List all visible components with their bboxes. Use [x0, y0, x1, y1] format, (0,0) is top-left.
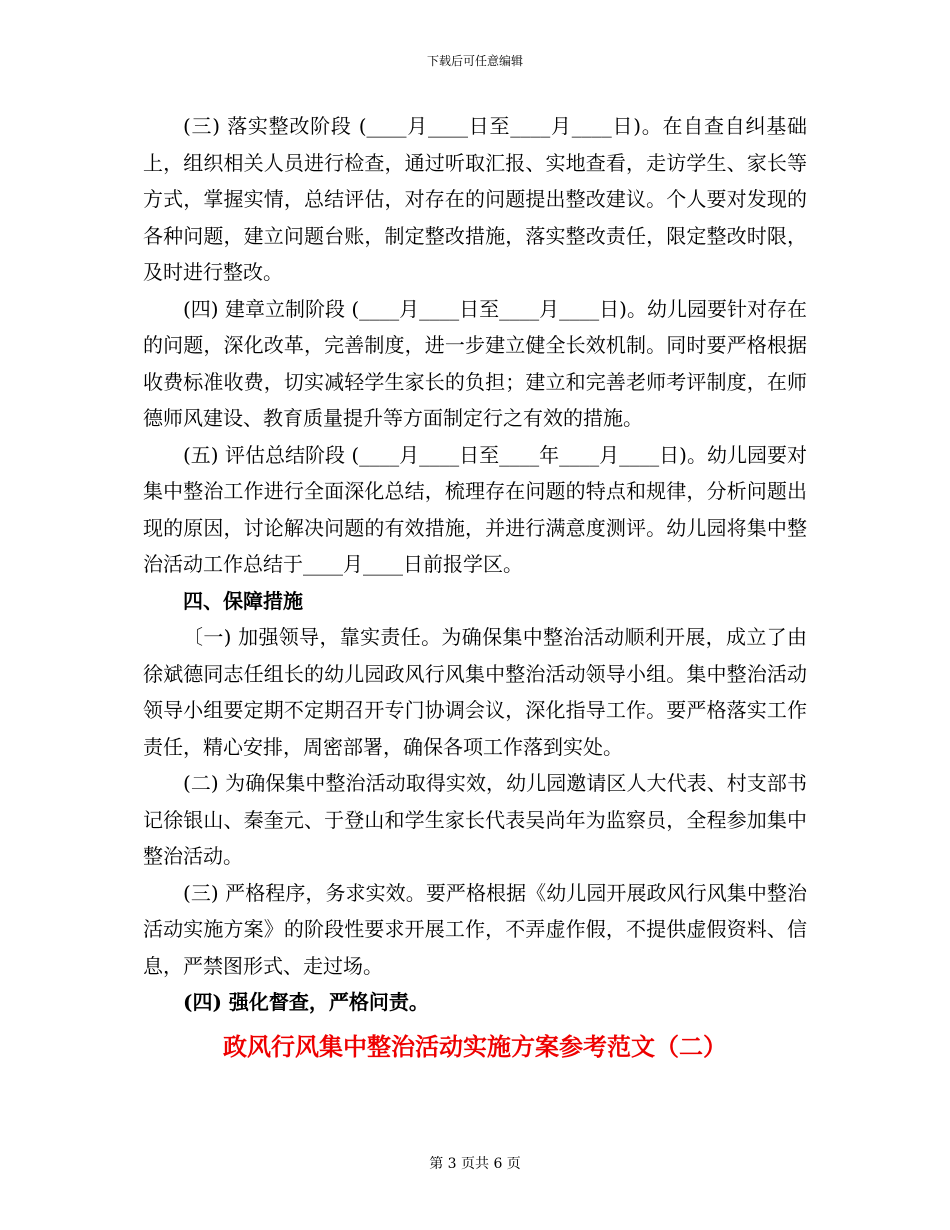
paragraph-supervisors: (二) 为确保集中整治活动取得实效，幼儿园邀请区人大代表、村支部书记徐银山、秦奎元、于登山和学生家长代表吴尚年为监察员，全程参加集中整治活动。 [143, 771, 807, 868]
paragraph-implementation-stage: (三) 落实整改阶段 (____月____日至____月____日)。在自查自纠基础上，组织相关人员进行检查，通过听取汇报、实地查看，走访学生、家长等方式，掌握实情，总结评估，对存在的问题提出整改建议。个人要对发现的各种问题，建立问题台账，制定整改措施，落实整改责任，限定整改时限，及时进行整改。 [143, 114, 807, 284]
paragraph-procedure: (三) 严格程序，务求实效。要严格根据《幼儿园开展政风行风集中整治活动实施方案》的阶段性要求开展工作，不弄虚作假，不提供虚假资料、信息，严禁图形式、走过场。 [143, 880, 807, 978]
paragraph-evaluation-stage: (五) 评估总结阶段 (____月____日至____年____月____日)。幼儿园要对集中整治工作进行全面深化总结，梳理存在问题的特点和规律，分析问题出现的原因，讨论解决问题的有效措施，并进行满意度测评。幼儿园将集中整治活动工作总结于____月____日前报学区。 [143, 442, 807, 576]
document-title-red: 政风行风集中整治活动实施方案参考范文（二） [223, 1031, 727, 1061]
page-header-note: 下载后可任意编辑 [426, 54, 523, 68]
page-number: 第 3 页共 6 页 [429, 1156, 521, 1172]
subheading-supervision: (四) 强化督查，严格问责。 [183, 990, 429, 1014]
paragraph-leadership: 〔一) 加强领导，靠实责任。为确保集中整治活动顺利开展，成立了由徐斌德同志任组长的幼儿园政风行风集中整治活动领导小组。集中整治活动领导小组要定期不定期召开专门协调会议，深化指导工作。要严格落实工作责任，精心安排，周密部署，确保各项工作落到实处。 [143, 625, 807, 759]
document-body [143, 108, 807, 1067]
section-heading-safeguards: 四、保障措施 [183, 588, 303, 613]
paragraph-rules-stage: (四) 建章立制阶段 (____月____日至____月____日)。幼儿园要针对存在的问题，深化改革，完善制度，进一步建立健全长效机制。同时要严格根据收费标准收费，切实减轻学生家长的负担；建立和完善老师考评制度，在师德师风建设、教育质量提升等方面制定行之有效的措施。 [143, 296, 807, 430]
